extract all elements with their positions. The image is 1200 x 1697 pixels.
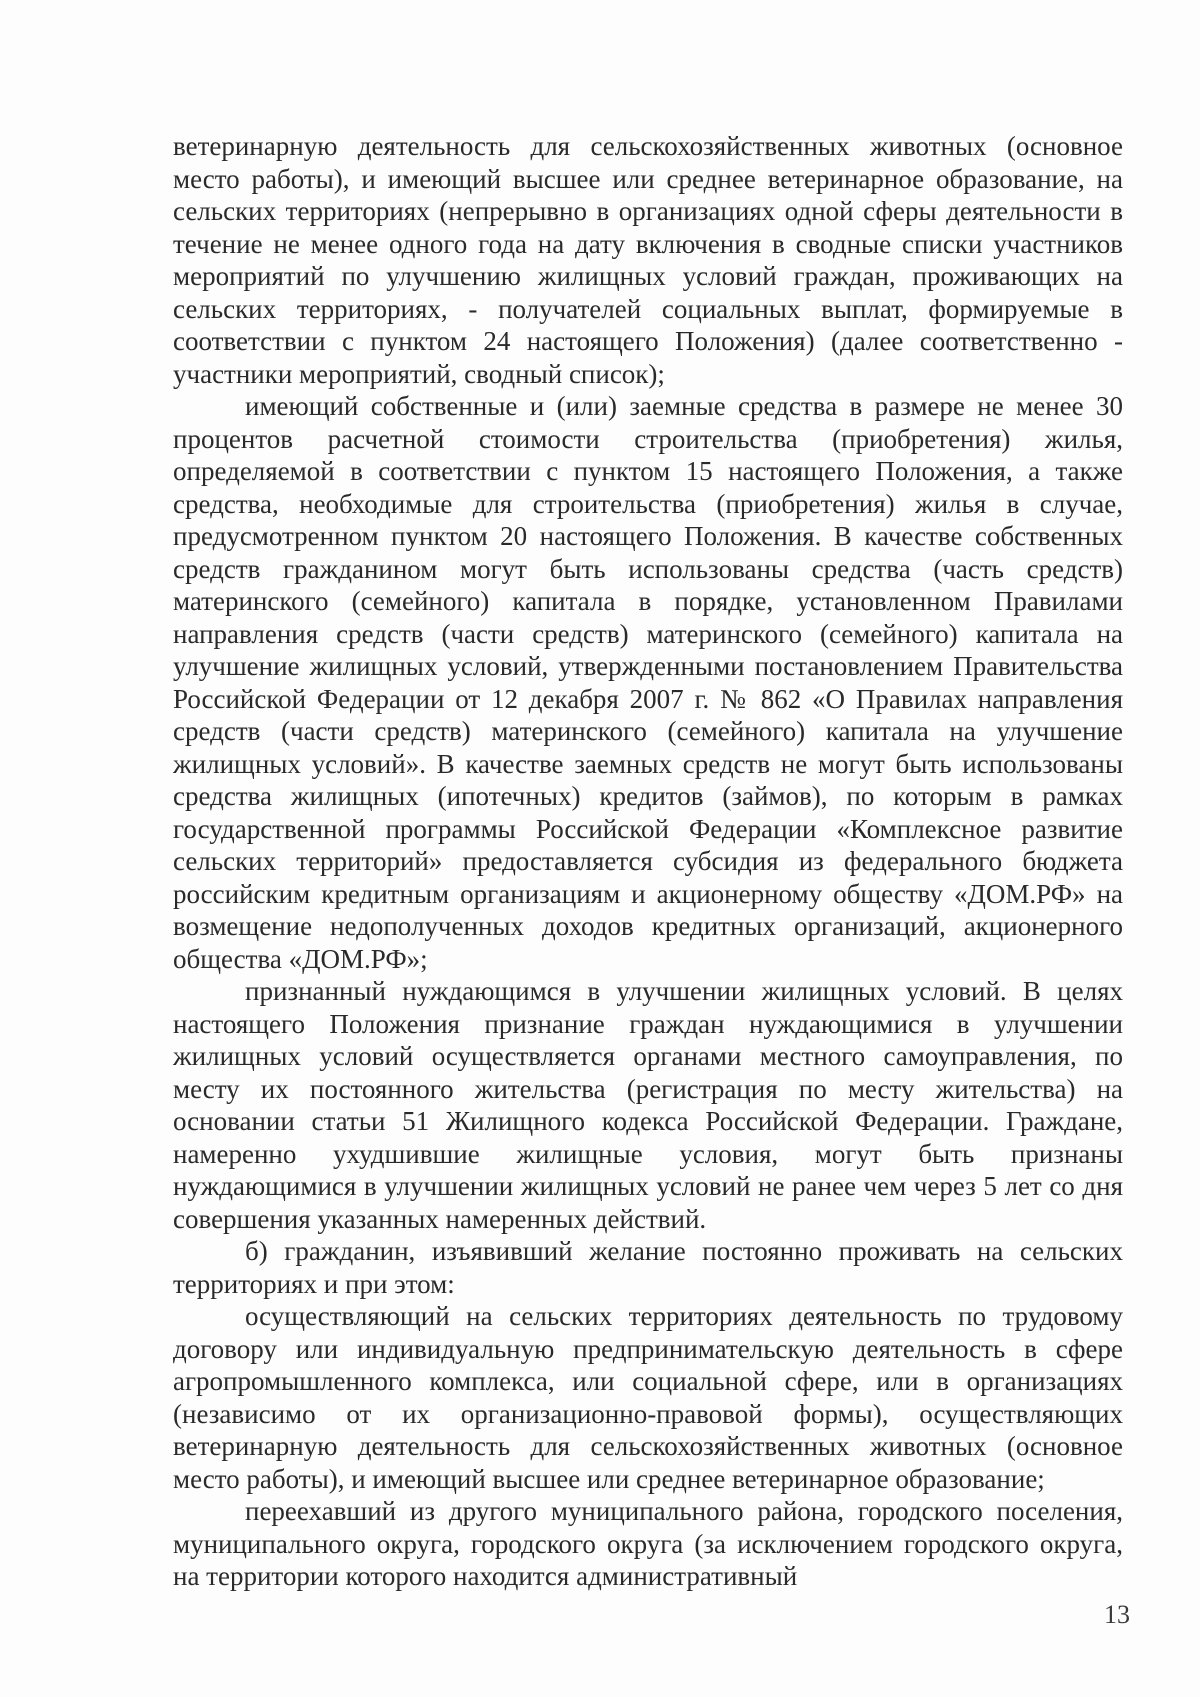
paragraph-employment: осуществляющий на сельских территориях деятельность по трудовому договору или индивидуальную предпринимательскую деятельность в сфере агропромышленного комплекса, или социальной сфере, или в организациях (независимо от их организационно-правовой формы), осуществляющих ветеринарную деятельность для сельскохозяйственных животных (основное место работы), и имеющий высшее или среднее ветеринарное образование; — [173, 1301, 1123, 1494]
paragraph-own-funds: имеющий собственные и (или) заемные средства в размере не менее 30 процентов расчетной стоимости строительства (приобретения) жилья, определяемой в соответствии с пунктом 15 настоящего Положения, а также средства, необходимые для строительства (приобретения) жилья в случае, предусмотренном пунктом 20 настоящего Положения. В качестве собственных средств гражданином могут быть использованы средства (часть средств) материнского (семейного) капитала в порядке, установленном Правилами направления средств (части средств) материнского (семейного) капитала на улучшение жилищных условий, утвержденными постановлением Правительства Российской Федерации от 12 декабря 2007 г. № 862 «О Правилах направления средств (части средств) материнского (семейного) капитала на улучшение жилищных условий». В качестве заемных средств не могут быть использованы средства жилищных (ипотечных) кредитов (займов), по которым в рамках государственной программы Российской Федерации «Комплексное развитие сельских территорий» предоставляется субсидия из федерального бюджета российским кредитным организациям и акционерному обществу «ДОМ.РФ» на возмещение недополученных доходов кредитных организаций, акционерного общества «ДОМ.РФ»; — [173, 391, 1123, 974]
paragraph-item-b: б) гражданин, изъявивший желание постоянно проживать на сельских территориях и при этом: — [173, 1236, 1123, 1299]
document-body — [173, 130, 1123, 1593]
paragraph-continuation: ветеринарную деятельность для сельскохозяйственных животных (основное место работы), и имеющий высшее или среднее ветеринарное образование, на сельских территориях (непрерывно в организациях одной сферы деятельности в течение не менее одного года на дату включения в сводные списки участников мероприятий по улучшению жилищных условий граждан, проживающих на сельских территориях, - получателей социальных выплат, формируемые в соответствии с пунктом 24 настоящего Положения) (далее соответственно - участники мероприятий, сводный список); — [173, 131, 1123, 389]
paragraph-housing-need: признанный нуждающимся в улучшении жилищных условий. В целях настоящего Положения признание граждан нуждающимися в улучшении жилищных условий осуществляется органами местного самоуправления, по месту их постоянного жительства (регистрация по месту жительства) на основании статьи 51 Жилищного кодекса Российской Федерации. Граждане, намеренно ухудшившие жилищные условия, могут быть признаны нуждающимися в улучшении жилищных условий не ранее чем через 5 лет со дня совершения указанных намеренных действий. — [173, 976, 1123, 1234]
paragraph-relocated: переехавший из другого муниципального района, городского поселения, муниципального округа, городского округа (за исключением городского округа, на территории которого находится административный — [173, 1496, 1123, 1591]
page-number: 13 — [1104, 1600, 1130, 1629]
